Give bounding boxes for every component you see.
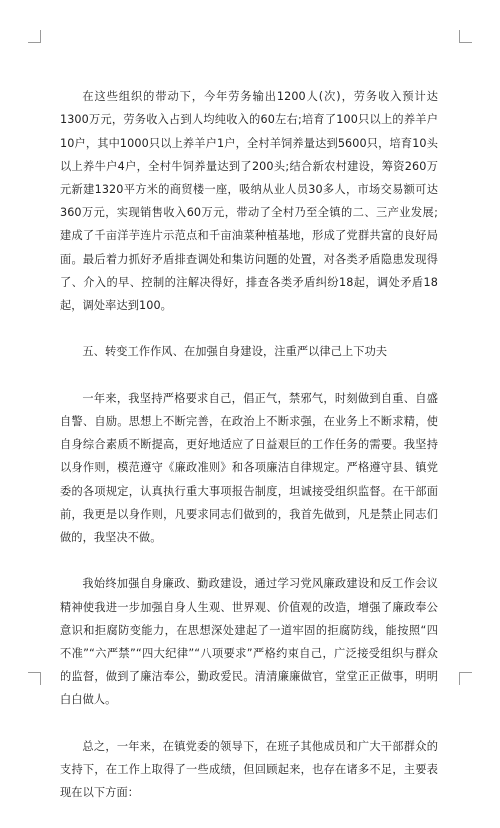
crop-mark-top-right xyxy=(459,30,472,43)
crop-mark-bottom-left xyxy=(28,672,41,685)
crop-mark-top-left xyxy=(28,30,41,43)
document-body xyxy=(60,62,438,828)
paragraph-labor-results: 在这些组织的带动下，今年劳务输出1200人(次)，劳务收入预计达1300万元，劳务收入占到人均纯收入的60左右;培育了100只以上的养羊户10户，其中1000只以上养羊户1户，全村羊饲养量达到5600只，培育10头以上养牛户4户，全村牛饲养量达到了200头;结合新农村建设，筹资260万元新建1320平方米的商贸楼一座，吸纳从业人员30多人，市场交易额可达360万元，实现销售收入60万元，带动了全村乃至全镇的二、三产业发展;建成了千亩洋芋连片示范点和千亩油菜种植基地，形成了党群共富的良好局面。最后着力抓好矛盾排查调处和集访问题的处置，对各类矛盾隐患发现得了、介入的早、控制的注解决得好，排查各类矛盾纠纷18起，调处矛盾18起，调处率达到100。 xyxy=(60,90,438,313)
paragraph-self-discipline: 一年来，我坚持严格要求自己，倡正气，禁邪气，时刻做到自重、自盛自警、自励。思想上不断完善，在政治上不断求强，在业务上不断求精，使自身综合素质不断提高，更好地适应了日益艰巨的工作任务的需要。我坚持以身作则，模范遵守《廉政准则》和各项廉洁自律规定。严格遵守县、镇党委的各项规定，认真执行重大事项报告制度，坦诚接受组织监督。在干部面前，我更是以身作则，凡要求同志们做到的，我首先做到，凡是禁止同志们做的，我坚决不做。 xyxy=(60,391,438,545)
crop-mark-bottom-right xyxy=(459,672,472,685)
paragraph-integrity: 我始终加强自身廉政、勤政建设，通过学习党风廉政建设和反工作会议精神使我进一步加强自身人生观、世界观、价值观的改造，增强了廉政奉公意识和拒腐防变能力，在思想深处建起了一道牢固的拒腐防线，能按照“四不准”“六严禁”“四大纪律”“八项要求”严格约束自己，广泛接受组织与群众的监督，做到了廉洁奉公，勤政爱民。清清廉廉做官，堂堂正正做事，明明白白做人。 xyxy=(60,577,438,707)
paragraph-summary: 总之，一年来，在镇党委的领导下，在班子其他成员和广大干部群众的支持下，在工作上取得了一些成绩，但回顾起来，也存在诸多不足，主要表现在以下方面： xyxy=(60,739,438,800)
section-heading-work-style: 五、转变工作作风、在加强自身建设，注重严以律己上下功夫 xyxy=(82,345,388,359)
